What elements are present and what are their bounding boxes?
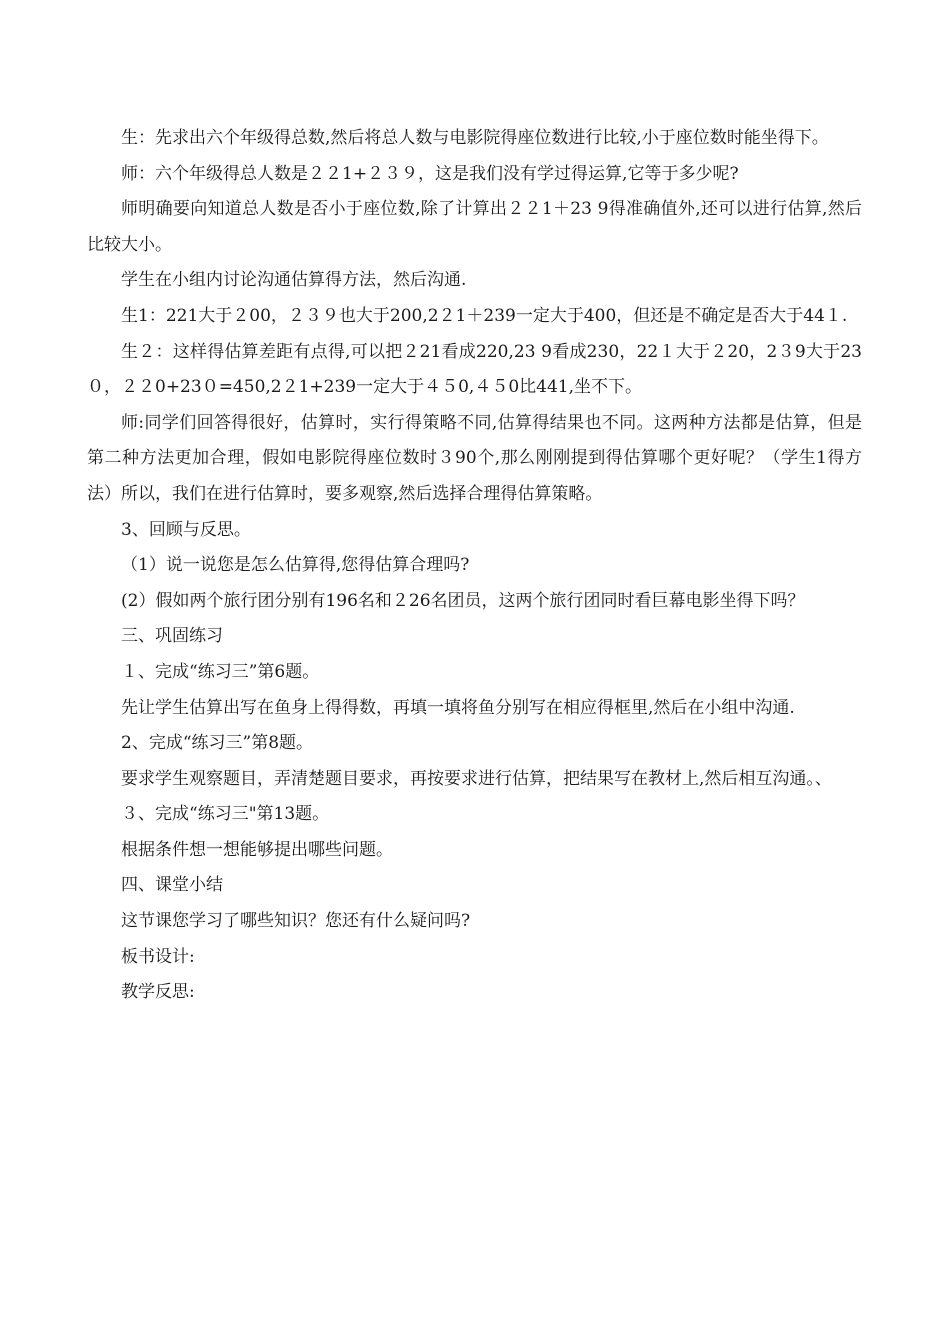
label-blackboard-design: 板书设计:: [121, 946, 195, 967]
practice-item-2: 2、完成“练习三”第8题。: [121, 733, 314, 754]
heading-review-reflection: 3、回顾与反思。: [121, 519, 251, 540]
document-body: [87, 121, 862, 1011]
practice-item-1: １、完成“练习三”第6题。: [121, 661, 320, 682]
paragraph-group-discussion: 学生在小组内讨论沟通估算得方法，然后沟通.: [121, 270, 467, 291]
practice-item-3: ３、完成“练习三"第13题。: [121, 804, 330, 825]
heading-practice: 三、巩固练习: [121, 626, 223, 647]
paragraph-practice-3-detail: 根据条件想一想能够提出哪些问题。: [121, 839, 393, 860]
paragraph-teacher-summary: 师:同学们回答得很好，估算时，实行得策略不同,估算得结果也不同。这两种方法都是估算，但是第二种方法更加合理，假如电影院得座位数时３90个,那么刚刚提到得估算哪个更好呢？（学生1得方法）所以，我们在进行估算时，要多观察,然后选择合理得估算策略。: [87, 412, 862, 504]
paragraph-reflection-2: (2）假如两个旅行团分别有196名和２26名团员，这两个旅行团同时看巨幕电影坐得下吗？: [121, 590, 805, 611]
heading-class-summary: 四、课堂小结: [121, 875, 223, 896]
paragraph-student-answer: 生：先求出六个年级得总数,然后将总人数与电影院得座位数进行比较,小于座位数时能坐得下。: [121, 128, 829, 148]
paragraph-reflection-1: （1）说一说您是怎么估算得,您得估算合理吗?: [121, 555, 470, 576]
paragraph-practice-1-detail: 先让学生估算出写在鱼身上得得数，再填一填将鱼分别写在相应得框里,然后在小组中沟通.: [121, 697, 795, 718]
paragraph-teacher-clarify: 师明确要向知道总人数是否小于座位数,除了计算出２２1＋23 9得准确值外,还可以进行估算,然后比较大小。: [87, 199, 862, 255]
paragraph-practice-2-detail: 要求学生观察题目，弄清楚题目要求，再按要求进行估算，把结果写在教材上,然后相互沟通。、: [121, 768, 832, 789]
paragraph-teacher-question: 师：六个年级得总人数是２２1+２３９，这是我们没有学过得运算,它等于多少呢?: [121, 163, 739, 184]
paragraph-student-1: 生1：221大于２00，２３９也大于200,2２1＋239一定大于400，但还是不确定是否大于44１.: [121, 305, 848, 326]
label-teaching-reflection: 教学反思:: [121, 982, 195, 1003]
paragraph-student-2: 生２：这样得估算差距有点得,可以把２21看成220,23 9看成230，22１大于２20，2３9大于23０，２２0+23０=450,2２1+239一定大于４５0,４５0比441,坐不下。: [87, 341, 862, 398]
paragraph-summary-question: 这节课您学习了哪些知识？您还有什么疑问吗?: [121, 911, 471, 932]
